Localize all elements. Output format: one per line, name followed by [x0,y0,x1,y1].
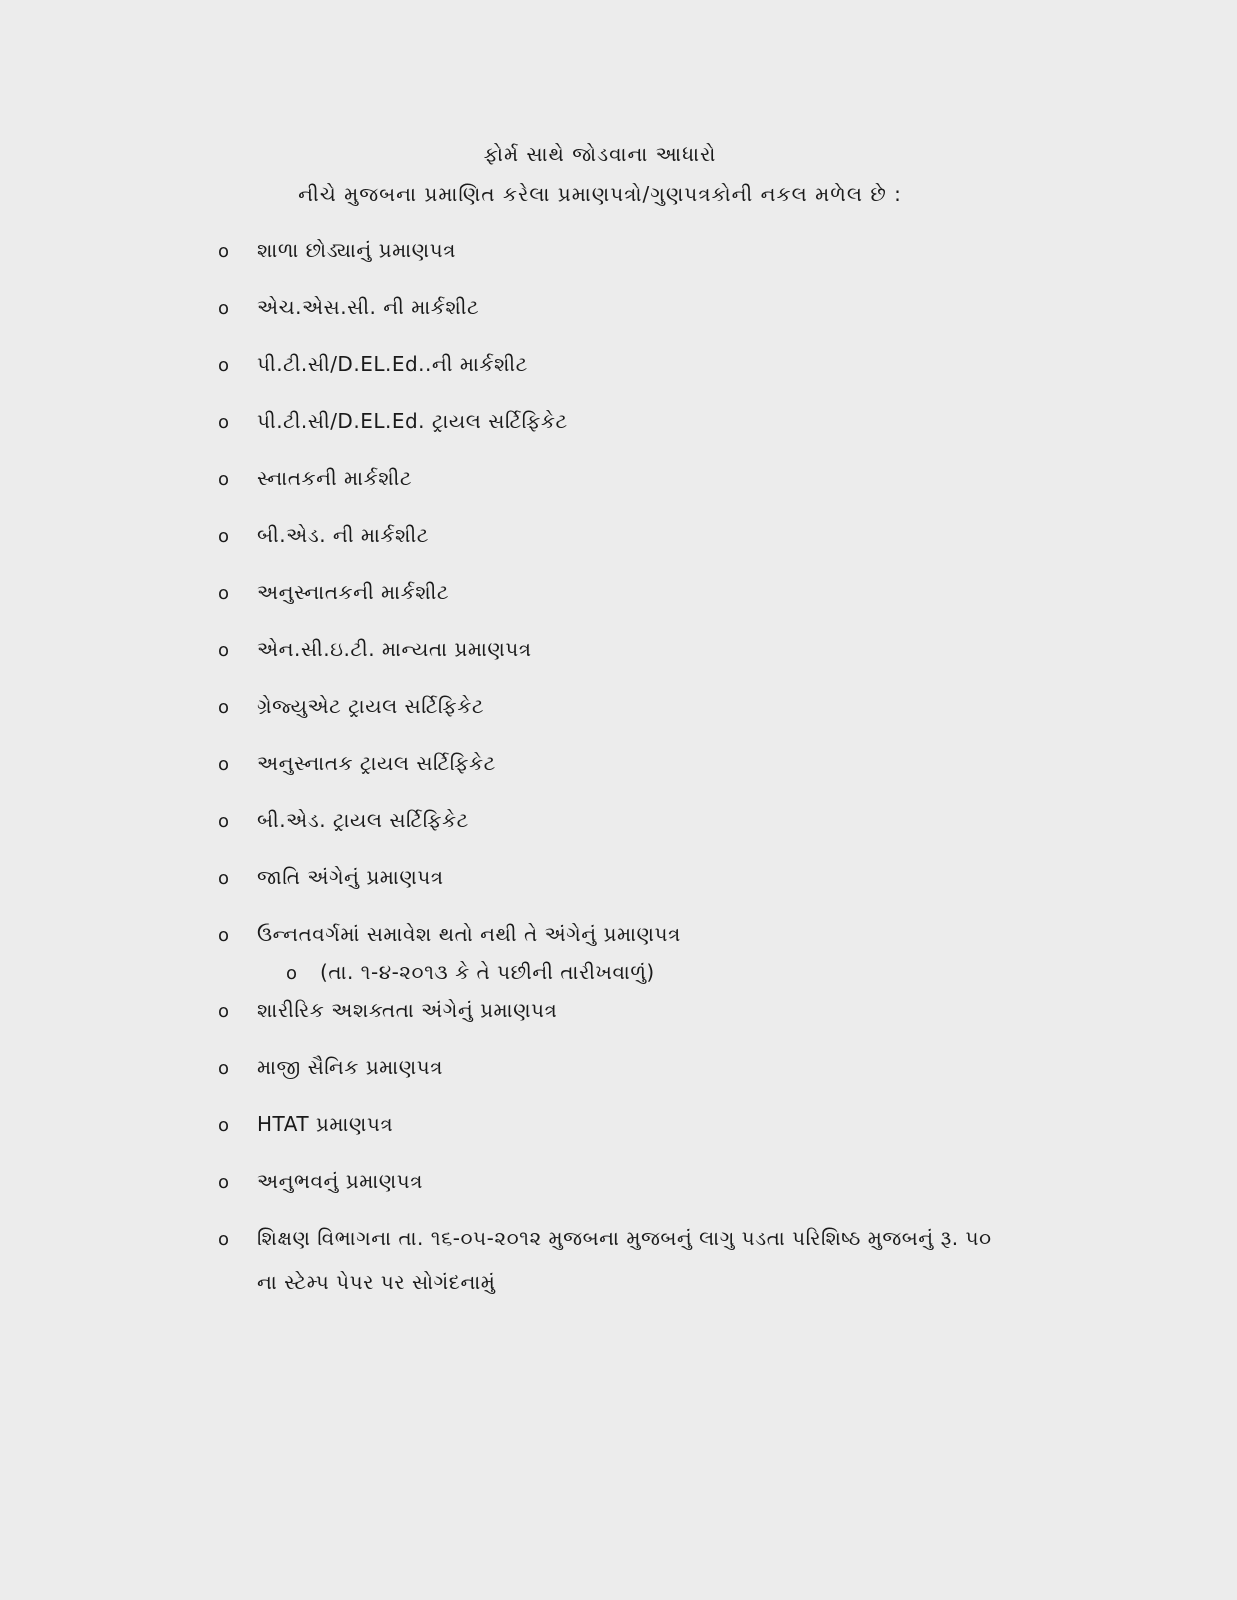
bullet-icon: o [218,355,230,376]
bullet-icon: o [218,469,230,490]
list-item-label: HTAT પ્રમાણપત્ર [257,1112,394,1136]
bullet-icon: o [218,241,230,262]
document-subtitle: નીચે મુજબના પ્રમાણિત કરેલા પ્રમાણપત્રો/ગુણપત્રકોની નકલ મળેલ છે : [298,182,902,206]
list-item-label: અનુભવનું પ્રમાણપત્ર [257,1169,423,1193]
bullet-icon: o [218,925,230,946]
list-item-label: પી.ટી.સી/D.EL.Ed..ની માર્કશીટ [257,352,528,376]
list-item-label: અનુસ્નાતકની માર્કશીટ [257,580,449,604]
list-item-label: માજી સૈનિક પ્રમાણપત્ર [257,1055,443,1079]
list-item-label: સ્નાતકની માર્કશીટ [257,466,412,490]
document-title: ફોર્મ સાથે જોડવાના આધારો [483,142,717,166]
list-item-label: અનુસ્નાતક ટ્રાયલ સર્ટિફિકેટ [257,751,496,775]
list-item-label: જાતિ અંગેનું પ્રમાણપત્ર [257,865,444,889]
sub-list-item-label: (તા. ૧-૪-૨૦૧૩ કે તે પછીની તારીખવાળું) [320,960,655,984]
list-item-continuation: ના સ્ટેમ્પ પેપર પર સોગંદનામું [257,1270,496,1294]
list-item-label: શાળા છોડ્યાનું પ્રમાણપત્ર [257,238,456,262]
bullet-icon: o [218,1001,230,1022]
bullet-icon: o [218,526,230,547]
list-item-label: શારીરિક અશક્તતા અંગેનું પ્રમાણપત્ર [257,998,558,1022]
bullet-icon: o [218,1058,230,1079]
bullet-icon: o [218,412,230,433]
bullet-icon: o [218,298,230,319]
list-item-label: બી.એડ. ની માર્કશીટ [257,523,429,547]
bullet-icon: o [218,868,230,889]
list-item-label: ગ્રેજ્યુએટ ટ્રાયલ સર્ટિફિકેટ [257,694,484,718]
bullet-icon: o [218,1229,230,1250]
list-item-label: શિક્ષણ વિભાગના તા. ૧૬-૦૫-૨૦૧૨ મુજબના મુજબનું લાગુ પડતા પરિશિષ્ઠ મુજબનું રૂ. ૫૦ [257,1226,992,1250]
bullet-icon: o [218,697,230,718]
bullet-icon: o [218,1172,230,1193]
list-item-label: એન.સી.ઇ.ટી. માન્યતા પ્રમાણપત્ર [257,637,532,661]
list-item-label: પી.ટી.સી/D.EL.Ed. ટ્રાયલ સર્ટિફિકેટ [257,409,568,433]
bullet-icon: o [218,754,230,775]
bullet-icon: o [218,811,230,832]
list-item-label: એચ.એસ.સી. ની માર્કશીટ [257,295,480,319]
list-item-label: બી.એડ. ટ્રાયલ સર્ટિફિકેટ [257,808,469,832]
list-item-label: ઉન્નતવર્ગમાં સમાવેશ થતો નથી તે અંગેનું પ્રમાણપત્ર [257,922,681,946]
bullet-icon: o [286,963,298,984]
bullet-icon: o [218,583,230,604]
bullet-icon: o [218,640,230,661]
bullet-icon: o [218,1115,230,1136]
